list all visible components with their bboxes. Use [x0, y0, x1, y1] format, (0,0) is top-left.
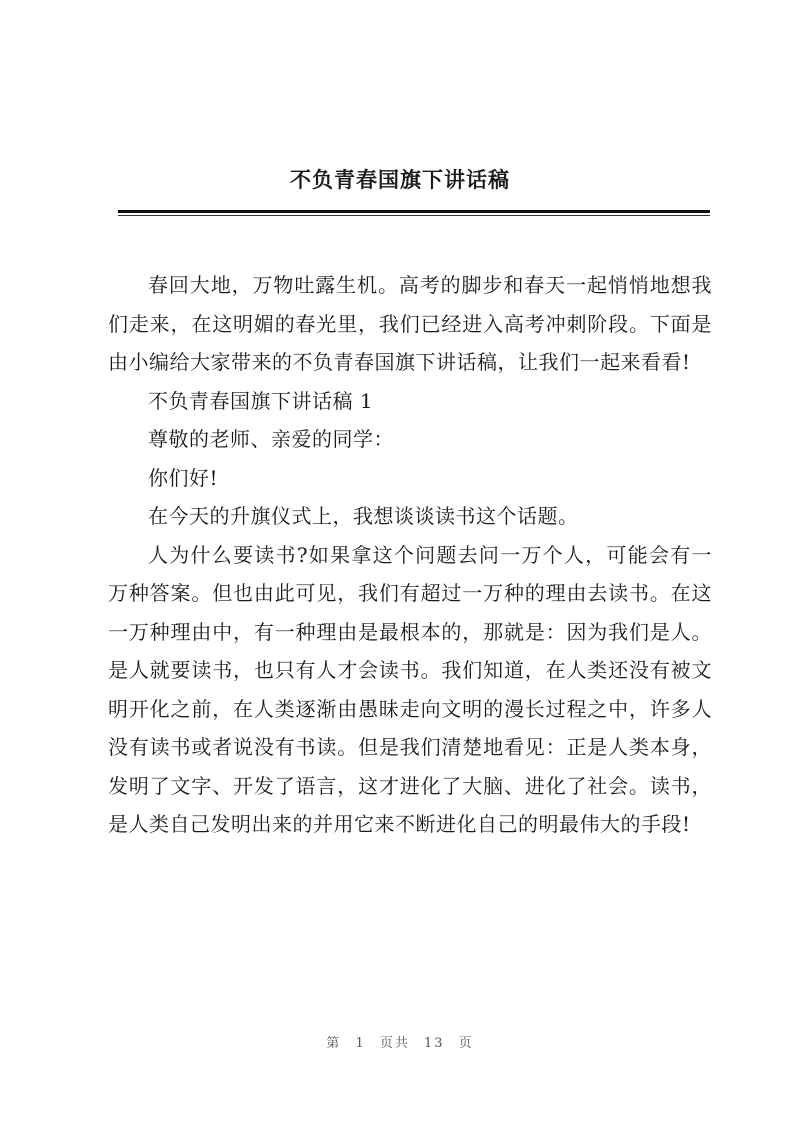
footer-prefix: 第: [326, 1036, 342, 1051]
footer-current-page: 1: [355, 1036, 366, 1051]
document-body: [108, 266, 712, 844]
paragraph-topic: 在今天的升旗仪式上，我想谈谈读书这个话题。: [148, 504, 579, 528]
page-footer: [0, 1032, 800, 1051]
paragraph-salutation: 尊敬的老师、亲爱的同学：: [148, 427, 394, 451]
document-title: 不负青春国旗下讲话稿: [290, 167, 510, 192]
paragraph-greeting: 你们好!: [148, 465, 219, 490]
title-divider: [118, 210, 710, 213]
paragraph-intro: 春回大地，万物吐露生机。高考的脚步和春天一起悄悄地想我们走来，在这明媚的春光里，我们已经进入高考冲刺阶段。下面是由小编给大家带来的不负青春国旗下讲话稿，让我们一起来看看!: [108, 273, 712, 374]
title-divider-thin: [118, 215, 710, 216]
footer-suffix: 页: [458, 1036, 474, 1051]
footer-middle: 页共: [379, 1036, 410, 1051]
paragraph-subtitle: 不负青春国旗下讲话稿 1: [148, 388, 374, 413]
footer-total-pages: 13: [424, 1036, 445, 1051]
paragraph-main: 人为什么要读书?如果拿这个问题去问一万个人，可能会有一万种答案。但也由此可见，我们有超过一万种的理由去读书。在这一万种理由中，有一种理由是最根本的，那就是：因为我们是人。是人就要读书，也只有人才会读书。我们知道，在人类还没有被文明开化之前，在人类逐渐由愚昧走向文明的漫长过程之中，许多人没有读书或者说没有书读。但是我们清楚地看见：正是人类本身，发明了文字、开发了语言，这才进化了大脑、进化了社会。读书，是人类自己发明出来的并用它来不断进化自己的明最伟大的手段!: [108, 542, 712, 836]
